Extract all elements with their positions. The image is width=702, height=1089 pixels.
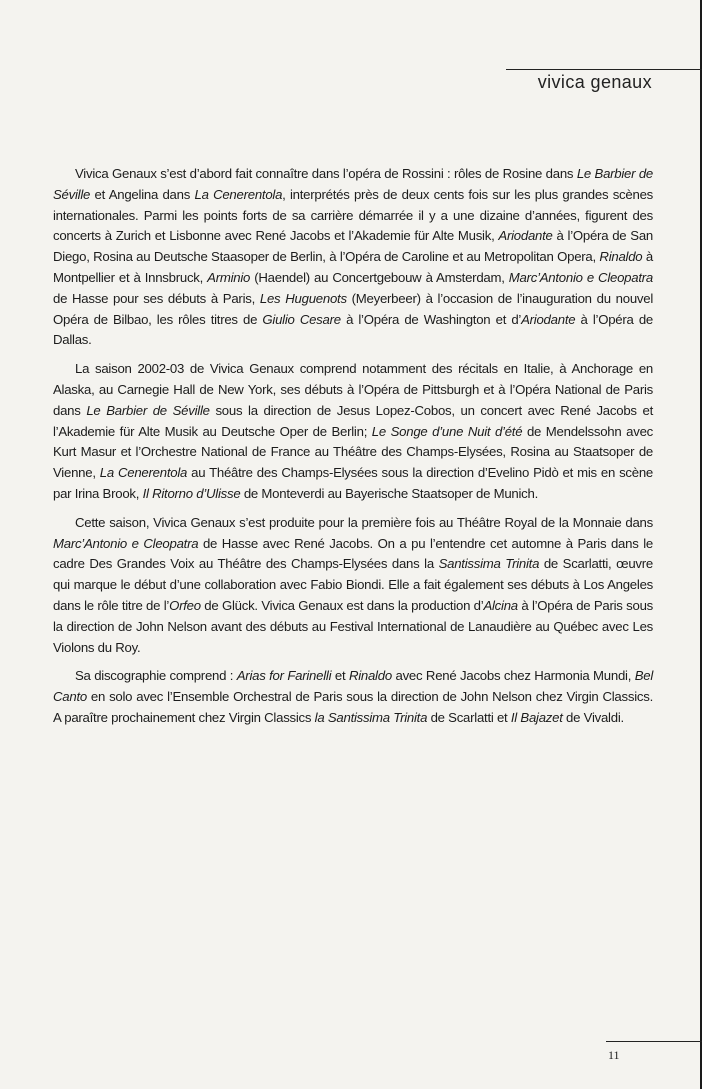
- text-run: de Mendelssohn avec Kurt Masur et l’Orchestre National de France au Théâtre des Champs-Elysées, Rosina au Staatsoper de Vienne,: [53, 423, 653, 481]
- paragraph: [53, 666, 653, 728]
- italic-title: La Cenerentola: [194, 186, 283, 202]
- text-run: Vivica Genaux s’est d’abord fait connaître dans l’opéra de Rossini : rôles de Rosine dans: [75, 166, 577, 181]
- header-rule: [506, 69, 702, 70]
- italic-title: La Cenerentola: [99, 465, 188, 481]
- italic-title: Il Ritorno d’Ulisse: [142, 485, 241, 501]
- text-run: La saison 2002-03 de Vivica Genaux comprend notamment des récitals en Italie, à Anchorage en Alaska, au Carnegie Hall de New York, ses débuts à l’Opéra de Pittsburgh et à l’Opéra National de Paris dans: [53, 361, 653, 418]
- text-run: Sa discographie comprend :: [75, 668, 237, 684]
- header-title: vivica genaux: [537, 72, 652, 92]
- article-body: [53, 164, 653, 737]
- text-run: de Hasse avec René Jacobs. On a pu l’entendre cet automne à Paris dans le cadre Des Grandes Voix au Théâtre des Champs-Elysées dans la: [53, 535, 653, 572]
- text-run: au Théâtre des Champs-Elysées sous la direction d’Evelino Pidò et mis en scène par Irina Brook,: [53, 465, 654, 501]
- text-run: avec René Jacobs chez Harmonia Mundi,: [391, 668, 635, 684]
- text-run: de Scarlatti, œuvre qui marque le début d’une collaboration avec Fabio Biondi. Elle a fait également ses débuts à Los Angeles dans le rôle titre de l’: [53, 556, 653, 613]
- text-run: à l’Opéra de Washington et d’: [340, 311, 522, 327]
- text-run: et: [331, 668, 349, 684]
- text-run: à l’Opéra de Paris sous la direction de John Nelson avant des débuts au Festival International de Lanaudière au Québec avec Les Violons du Roy.: [53, 597, 653, 655]
- paragraph: [53, 164, 653, 351]
- text-run: (Meyerbeer) à l’occasion de l’inauguration du nouvel Opéra de Bilbao, les rôles titres de: [53, 290, 654, 327]
- text-run: à l’Opéra de San Diego, Rosina au Deutsche Staasoper de Berlin, à l’Opéra de Caroline et au Metropolitan Opera,: [53, 228, 654, 265]
- italic-title: Santissima Trinita: [438, 556, 540, 572]
- text-run: de Monteverdi au Bayerische Staatsoper de Munich.: [240, 485, 539, 501]
- italic-title: Bel Canto: [53, 668, 654, 705]
- italic-title: Ariodante: [521, 311, 576, 327]
- italic-title: Giulio Cesare: [262, 311, 341, 327]
- italic-title: Arminio: [207, 269, 251, 285]
- text-run: de Glück. Vivica Genaux est dans la production d’: [200, 597, 484, 613]
- italic-title: Marc’Antonio e Cleopatra: [508, 269, 653, 285]
- page-number: 11: [608, 1048, 620, 1062]
- text-run: sous la direction de Jesus Lopez-Cobos, un concert avec René Jacobs et l’Akademie für Alte Musik au Deutsche Oper de Berlin;: [53, 402, 653, 439]
- italic-title: Le Songe d’une Nuit d’été: [371, 423, 523, 439]
- text-run: de Scarlatti et: [427, 709, 511, 725]
- italic-title: Les Huguenots: [259, 290, 347, 306]
- italic-title: la Santissima Trinita: [314, 709, 428, 725]
- italic-title: Ariodante: [498, 228, 553, 244]
- italic-title: Marc’Antonio e Cleopatra: [53, 535, 199, 551]
- italic-title: Il Bajazet: [510, 709, 563, 725]
- footer-rule: [606, 1041, 702, 1042]
- italic-title: Rinaldo: [348, 668, 392, 684]
- text-run: de Vivaldi.: [562, 709, 624, 725]
- italic-title: Le Barbier de Séville: [53, 166, 653, 202]
- paragraph: [53, 513, 653, 659]
- text-run: à Montpellier et à Innsbruck,: [53, 249, 653, 285]
- text-run: et Angelina dans: [90, 186, 195, 202]
- italic-title: Arias for Farinelli: [236, 668, 332, 684]
- italic-title: Le Barbier de Séville: [86, 402, 210, 418]
- text-run: Cette saison, Vivica Genaux s’est produite pour la première fois au Théâtre Royal de la Monnaie dans: [75, 514, 653, 530]
- text-run: à l’Opéra de Dallas.: [53, 311, 653, 348]
- text-run: de Hasse pour ses débuts à Paris,: [53, 290, 260, 306]
- italic-title: Alcina: [483, 597, 518, 613]
- italic-title: Rinaldo: [599, 249, 643, 265]
- paragraph: [53, 359, 653, 505]
- text-run: en solo avec l’Ensemble Orchestral de Paris sous la direction de John Nelson chez Virgin Classics. A paraître prochainement chez Virgin Classics: [53, 689, 653, 725]
- text-run: (Haendel) au Concertgebouw à Amsterdam,: [250, 269, 509, 285]
- text-run: , interprétés près de deux cents fois sur les plus grandes scènes internationales. Parmi les points forts de sa carrière démarrée il y a une dizaine d’années, figurent des concerts à Zurich et Lisbonne avec René Jacobs et l’Akademie für Alte Musik,: [53, 186, 653, 244]
- italic-title: Orfeo: [169, 597, 201, 613]
